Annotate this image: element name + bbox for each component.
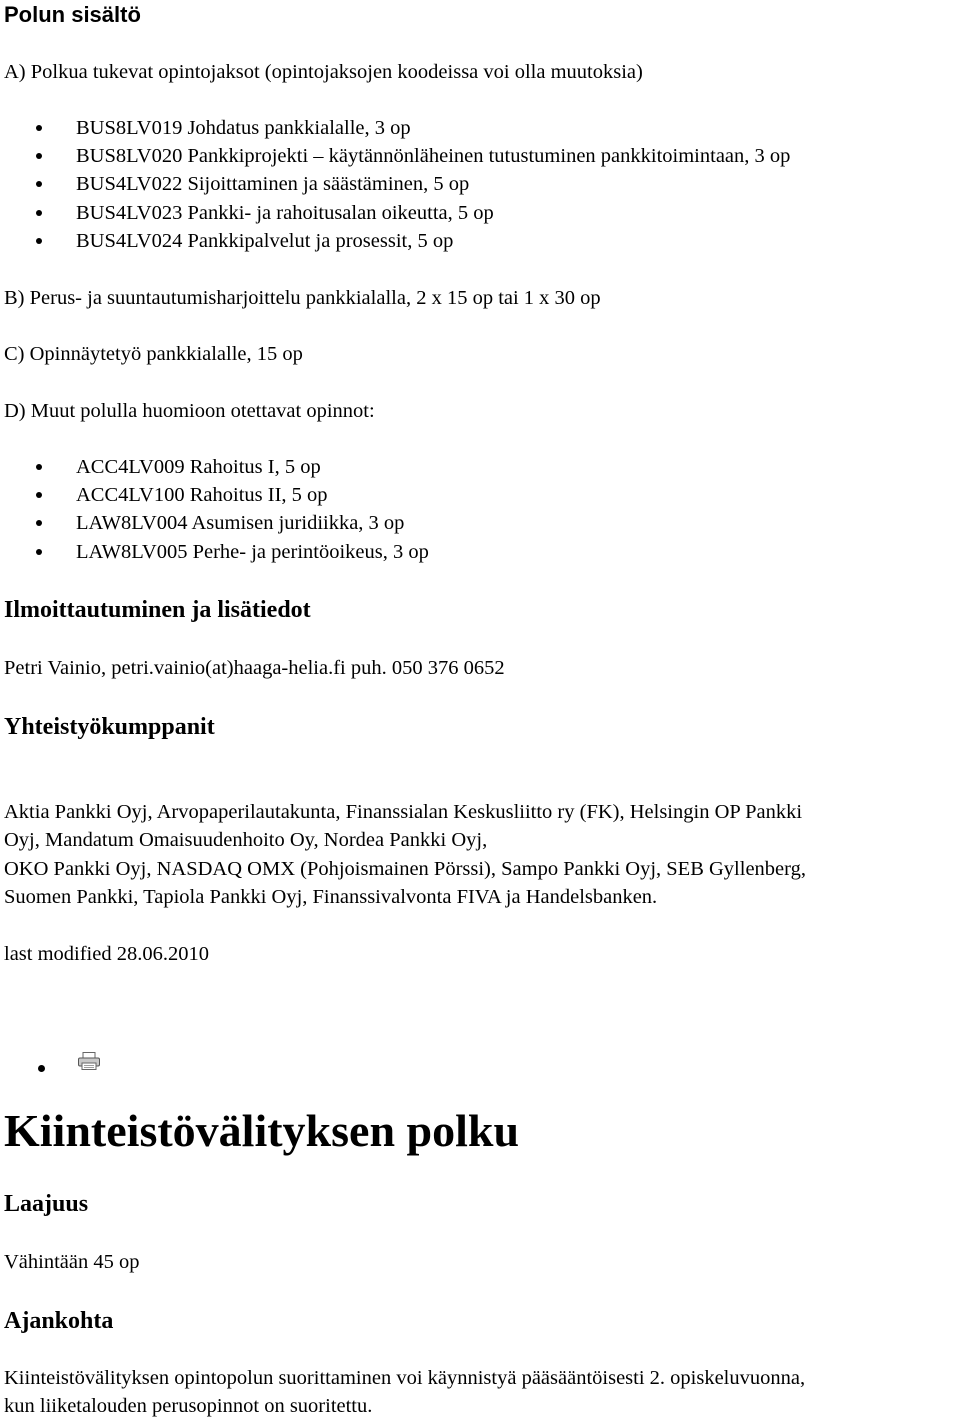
list-item-text: BUS4LV023 Pankki- ja rahoitusalan oikeutta, 5 op xyxy=(76,201,494,224)
bullet-icon xyxy=(38,1065,45,1072)
scope-text: Vähintään 45 op xyxy=(4,1251,140,1273)
contact-heading: Ilmoittautuminen ja lisätiedot xyxy=(4,597,311,623)
part-c-text: C) Opinnäytetyö pankkialalle, 15 op xyxy=(4,343,303,365)
bullet-icon xyxy=(36,210,42,216)
bullet-icon xyxy=(36,520,42,526)
scope-heading: Laajuus xyxy=(4,1191,89,1217)
part-d-heading: D) Muut polulla huomioon otettavat opinnot: xyxy=(4,400,375,422)
partners-heading: Yhteistyökumppanit xyxy=(4,714,215,740)
list-item xyxy=(0,457,429,485)
partners-text xyxy=(4,798,960,911)
list-item-text: ACC4LV009 Rahoitus I, 5 op xyxy=(76,456,321,478)
contact-text: Petri Vainio, petri.vainio(at)haaga-helia.fi puh. 050 376 0652 xyxy=(4,657,505,679)
timing-line: Kiinteistövälityksen opintopolun suorittaminen voi käynnistyä pääsääntöisesti 2. opiskeluvuonna, xyxy=(4,1367,806,1389)
list-item xyxy=(0,513,429,541)
partners-line: Suomen Pankki, Tapiola Pankki Oyj, Finanssivalvonta FIVA ja Handelsbanken. xyxy=(4,885,658,908)
list-item xyxy=(0,231,790,259)
timing-text xyxy=(4,1364,960,1421)
partners-line: Aktia Pankki Oyj, Arvopaperilautakunta, Finanssialan Keskusliitto ry (FK), Helsingin OP Pankki xyxy=(4,801,803,823)
list-item xyxy=(0,203,790,231)
part-a-list xyxy=(0,118,790,259)
last-modified: last modified 28.06.2010 xyxy=(4,943,209,965)
bullet-icon xyxy=(36,153,42,159)
list-item-text: ACC4LV100 Rahoitus II, 5 op xyxy=(76,484,328,507)
page-title: Kiinteistövälityksen polku xyxy=(4,1105,520,1156)
bullet-icon xyxy=(36,181,42,187)
part-d-list xyxy=(0,457,429,570)
list-item xyxy=(0,542,429,570)
printer-icon[interactable] xyxy=(78,1052,100,1070)
list-item-text: LAW8LV004 Asumisen juridiikka, 3 op xyxy=(76,512,405,535)
section-title: Polun sisältö xyxy=(4,2,141,27)
timing-line: kun liiketalouden perusopinnot on suoritettu. xyxy=(4,1395,373,1418)
partners-line: Oyj, Mandatum Omaisuudenhoito Oy, Nordea Pankki Oyj, xyxy=(4,829,488,852)
bullet-icon xyxy=(36,492,42,498)
list-item xyxy=(0,174,790,202)
list-item-text: BUS4LV022 Sijoittaminen ja säästäminen, 5 op xyxy=(76,173,470,196)
list-item-text: BUS4LV024 Pankkipalvelut ja prosessit, 5 op xyxy=(76,229,454,252)
list-item xyxy=(0,118,790,146)
list-item xyxy=(0,485,429,513)
list-item-text: BUS8LV019 Johdatus pankkialalle, 3 op xyxy=(76,117,411,139)
part-a-heading: A) Polkua tukevat opintojaksot (opintojaksojen koodeissa voi olla muutoksia) xyxy=(4,61,643,83)
partners-line: OKO Pankki Oyj, NASDAQ OMX (Pohjoismainen Pörssi), Sampo Pankki Oyj, SEB Gyllenberg, xyxy=(4,857,806,880)
part-b-text: B) Perus- ja suuntautumisharjoittelu pankkialalla, 2 x 15 op tai 1 x 30 op xyxy=(4,287,601,309)
list-item-text: LAW8LV005 Perhe- ja perintöoikeus, 3 op xyxy=(76,540,429,563)
bullet-icon xyxy=(36,464,42,470)
bullet-icon xyxy=(36,238,42,244)
list-item xyxy=(0,146,790,174)
timing-heading: Ajankohta xyxy=(4,1308,114,1334)
bullet-icon xyxy=(36,549,42,555)
list-item-text: BUS8LV020 Pankkiprojekti – käytännönläheinen tutustuminen pankkitoimintaan, 3 op xyxy=(76,145,791,168)
bullet-icon xyxy=(36,125,42,131)
